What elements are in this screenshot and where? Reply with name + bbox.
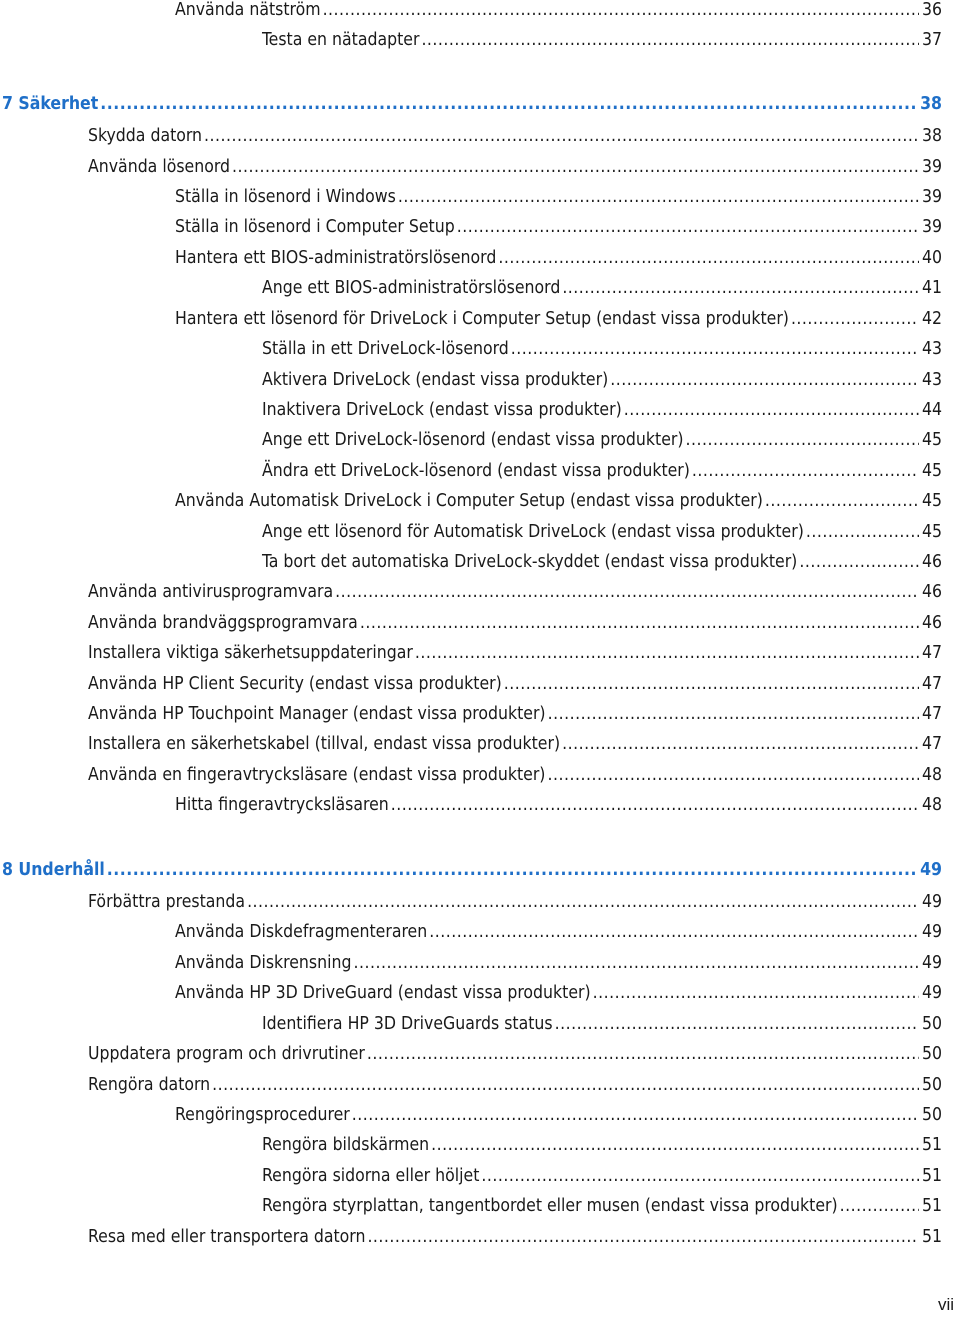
dot-leader [429, 920, 919, 944]
toc-entry-title: Hitta fingeravtrycksläsaren [175, 795, 389, 815]
dot-leader [212, 1073, 919, 1097]
toc-chapter-title: 8 Underhåll [2, 860, 105, 880]
toc-entry[interactable] [88, 1073, 942, 1097]
dot-leader [367, 1225, 919, 1249]
toc-entry[interactable] [175, 920, 942, 944]
toc-entry-page: 51 [921, 1135, 942, 1155]
toc-entry-title: Identifiera HP 3D DriveGuards status [262, 1014, 553, 1034]
dot-leader [692, 459, 919, 483]
dot-leader [686, 428, 919, 452]
dot-leader [421, 28, 919, 52]
toc-entry[interactable] [262, 1164, 942, 1188]
dot-leader [100, 92, 917, 116]
toc-entry-page: 39 [921, 217, 942, 237]
toc-entry-title: Använda HP 3D DriveGuard (endast vissa produkter) [175, 983, 591, 1003]
toc-entry[interactable] [175, 981, 942, 1005]
toc-entry-page: 45 [921, 491, 942, 511]
toc-entry[interactable] [262, 28, 942, 52]
toc-entry-title: Hantera ett BIOS-administratörslösenord [175, 248, 497, 268]
toc-entry-title: Installera viktiga säkerhetsuppdateringar [88, 643, 413, 663]
toc-entry-title: Ändra ett DriveLock-lösenord (endast vissa produkter) [262, 461, 690, 481]
toc-entry-page: 47 [921, 704, 942, 724]
toc-entry-page: 45 [921, 430, 942, 450]
dot-leader [352, 1103, 919, 1127]
toc-chapter-entry[interactable] [2, 858, 942, 882]
toc-entry-title: Inaktivera DriveLock (endast vissa produkter) [262, 400, 622, 420]
toc-entry-title: Använda Diskrensning [175, 953, 352, 973]
dot-leader [504, 672, 919, 696]
toc-entry-title: Använda Automatisk DriveLock i Computer Setup (endast vissa produkter) [175, 491, 763, 511]
toc-entry-page: 47 [921, 674, 942, 694]
dot-leader [415, 641, 919, 665]
dot-leader [593, 981, 919, 1005]
toc-entry-page: 47 [921, 643, 942, 663]
toc-chapter-entry[interactable] [2, 92, 942, 116]
toc-entry[interactable] [175, 246, 942, 270]
toc-entry[interactable] [262, 276, 942, 300]
toc-entry-title: Uppdatera program och drivrutiner [88, 1044, 365, 1064]
toc-entry-page: 37 [921, 30, 942, 50]
toc-entry-title: Använda lösenord [88, 157, 230, 177]
toc-entry-title: Rengöra sidorna eller höljet [262, 1166, 480, 1186]
dot-leader [555, 1012, 919, 1036]
toc-entry[interactable] [88, 1042, 942, 1066]
toc-entry[interactable] [175, 215, 942, 239]
toc-entry-page: 41 [921, 278, 942, 298]
dot-leader [765, 489, 919, 513]
toc-entry-title: Ställa in ett DriveLock-lösenord [262, 339, 509, 359]
dot-leader [247, 890, 919, 914]
dot-leader [547, 763, 919, 787]
page-number: vii [937, 1295, 954, 1314]
toc-entry[interactable] [175, 951, 942, 975]
toc-chapter-title: 7 Säkerhet [2, 94, 99, 114]
toc-entry[interactable] [88, 155, 942, 179]
dot-leader [353, 951, 919, 975]
toc-entry[interactable] [262, 428, 942, 452]
dot-leader [204, 124, 919, 148]
dot-leader [791, 307, 919, 331]
toc-entry-title: Resa med eller transportera datorn [88, 1227, 366, 1247]
dot-leader [498, 246, 919, 270]
dot-leader [548, 702, 919, 726]
toc-entry-title: Ta bort det automatiska DriveLock-skyddet (endast vissa produkter) [262, 552, 798, 572]
toc-entry-page: 45 [921, 461, 942, 481]
dot-leader [398, 185, 919, 209]
toc-entry[interactable] [88, 580, 942, 604]
toc-entry-page: 50 [921, 1105, 942, 1125]
toc-entry-page: 39 [921, 157, 942, 177]
toc-entry-title: Använda HP Client Security (endast vissa produkter) [88, 674, 502, 694]
toc-entry-title: Använda nätström [175, 0, 321, 20]
dot-leader [232, 155, 919, 179]
toc-entry-title: Rengöra styrplattan, tangentbordet eller musen (endast vissa produkter) [262, 1196, 838, 1216]
dot-leader [806, 520, 919, 544]
toc-entry-page: 51 [921, 1166, 942, 1186]
toc-entry[interactable] [262, 520, 942, 544]
toc-entry[interactable] [262, 550, 942, 574]
toc-entry-title: Förbättra prestanda [88, 892, 246, 912]
toc-entry[interactable] [88, 124, 942, 148]
toc-entry-page: 49 [921, 983, 942, 1003]
toc-entry-title: Rengöra datorn [88, 1075, 211, 1095]
toc-entry-page: 44 [921, 400, 942, 420]
toc-chapter-page: 38 [920, 94, 942, 114]
dot-leader [431, 1133, 919, 1157]
toc-entry-page: 51 [921, 1196, 942, 1216]
toc-entry-page: 48 [921, 795, 942, 815]
toc-entry-title: Använda en fingeravtrycksläsare (endast vissa produkter) [88, 765, 546, 785]
toc-entry-page: 49 [921, 922, 942, 942]
dot-leader [610, 368, 919, 392]
toc-entry-title: Ange ett BIOS-administratörslösenord [262, 278, 561, 298]
toc-entry-page: 36 [921, 0, 942, 20]
toc-entry[interactable] [88, 890, 942, 914]
dot-leader [107, 858, 917, 882]
toc-entry[interactable] [262, 1012, 942, 1036]
toc-entry-page: 47 [921, 734, 942, 754]
toc-entry[interactable] [88, 611, 942, 635]
toc-entry-title: Använda Diskdefragmenteraren [175, 922, 428, 942]
dot-leader [624, 398, 919, 422]
toc-entry[interactable] [88, 672, 942, 696]
toc-entry-page: 50 [921, 1075, 942, 1095]
toc-entry-page: 46 [921, 552, 942, 572]
toc-entry-page: 48 [921, 765, 942, 785]
dot-leader [457, 215, 919, 239]
toc-entry-page: 50 [921, 1044, 942, 1064]
toc-entry[interactable] [262, 368, 942, 392]
toc-entry-page: 51 [921, 1227, 942, 1247]
toc-entry[interactable] [88, 641, 942, 665]
dot-leader [323, 0, 919, 22]
toc-entry[interactable] [175, 0, 942, 22]
dot-leader [367, 1042, 919, 1066]
toc-entry[interactable] [175, 793, 942, 817]
toc-entry-title: Använda antivirusprogramvara [88, 582, 334, 602]
toc-entry-page: 39 [921, 187, 942, 207]
toc-entry[interactable] [175, 489, 942, 513]
toc-entry-page: 49 [921, 892, 942, 912]
toc-entry[interactable] [88, 732, 942, 756]
toc-chapter-page: 49 [920, 860, 942, 880]
toc-entry[interactable] [262, 337, 942, 361]
toc-entry-title: Ställa in lösenord i Computer Setup [175, 217, 455, 237]
toc-entry-title: Använda brandväggsprogramvara [88, 613, 358, 633]
toc-entry-title: Hantera ett lösenord för DriveLock i Computer Setup (endast vissa produkter) [175, 309, 789, 329]
toc-entry-title: Ställa in lösenord i Windows [175, 187, 396, 207]
toc-entry-page: 43 [921, 339, 942, 359]
toc-entry-title: Ange ett lösenord för Automatisk DriveLock (endast vissa produkter) [262, 522, 804, 542]
toc-entry-page: 43 [921, 370, 942, 390]
toc-entry-title: Testa en nätadapter [262, 30, 420, 50]
toc-entry[interactable] [175, 307, 942, 331]
toc-entry-title: Rengöringsprocedurer [175, 1105, 350, 1125]
dot-leader [481, 1164, 919, 1188]
toc-entry-page: 49 [921, 953, 942, 973]
toc-entry-page: 42 [921, 309, 942, 329]
toc-entry[interactable] [262, 1133, 942, 1157]
dot-leader [335, 580, 919, 604]
dot-leader [840, 1194, 919, 1218]
dot-leader [511, 337, 919, 361]
dot-leader [562, 276, 919, 300]
dot-leader [360, 611, 919, 635]
toc-entry-title: Aktivera DriveLock (endast vissa produkter) [262, 370, 609, 390]
toc-entry[interactable] [88, 702, 942, 726]
toc-entry-title: Installera en säkerhetskabel (tillval, endast vissa produkter) [88, 734, 561, 754]
toc-entry-title: Använda HP Touchpoint Manager (endast vissa produkter) [88, 704, 546, 724]
toc-entry[interactable] [88, 1225, 942, 1249]
toc-entry-title: Skydda datorn [88, 126, 203, 146]
toc-entry-page: 46 [921, 582, 942, 602]
toc-entry-page: 40 [921, 248, 942, 268]
dot-leader [391, 793, 919, 817]
dot-leader [562, 732, 919, 756]
toc-entry-page: 46 [921, 613, 942, 633]
toc-entry-page: 38 [921, 126, 942, 146]
toc-entry[interactable] [88, 763, 942, 787]
toc-entry-page: 50 [921, 1014, 942, 1034]
toc-entry[interactable] [262, 1194, 942, 1218]
toc-entry[interactable] [262, 459, 942, 483]
toc-entry-page: 45 [921, 522, 942, 542]
toc-entry-title: Ange ett DriveLock-lösenord (endast vissa produkter) [262, 430, 684, 450]
toc-entry-title: Rengöra bildskärmen [262, 1135, 430, 1155]
dot-leader [799, 550, 919, 574]
toc-entry[interactable] [175, 1103, 942, 1127]
toc-entry[interactable] [262, 398, 942, 422]
toc-entry[interactable] [175, 185, 942, 209]
